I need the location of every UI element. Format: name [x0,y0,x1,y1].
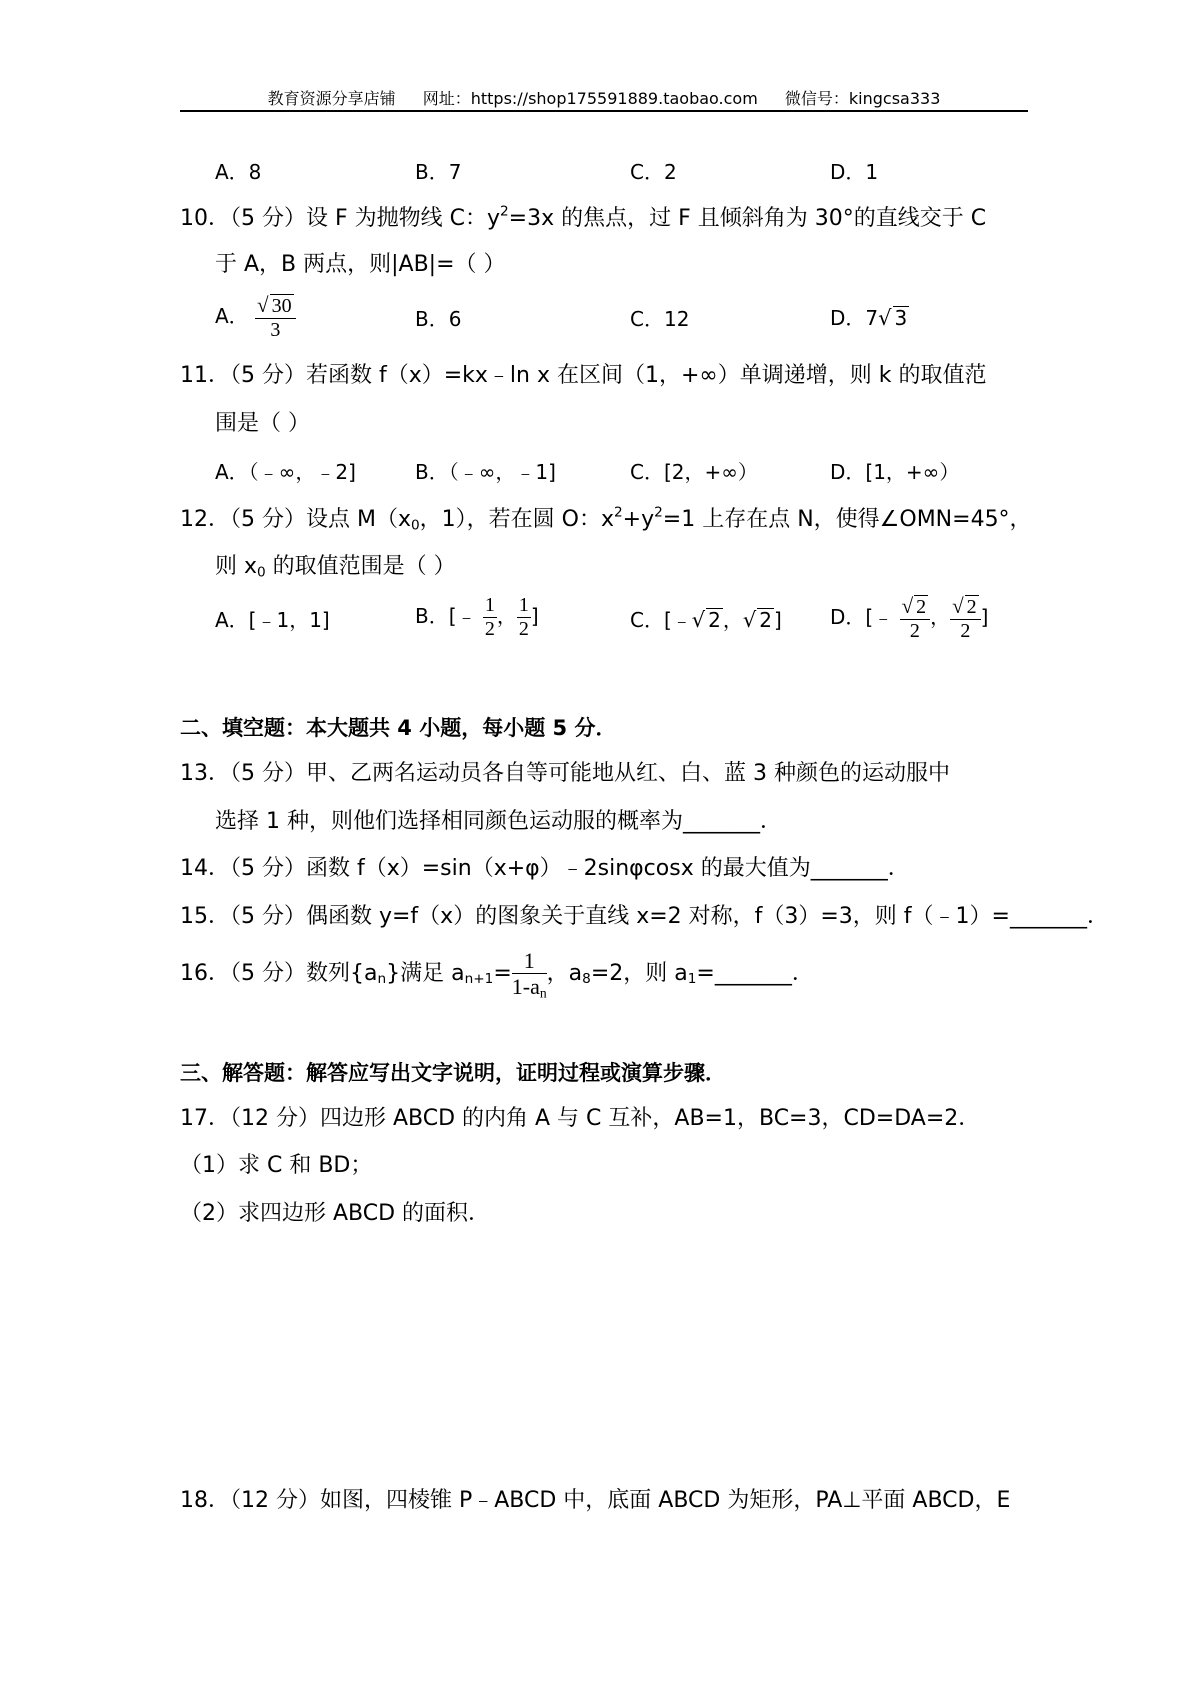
q12-opt-b-label: B．[﹣ [415,604,477,628]
q12-sup-y: 2 [654,504,663,521]
q12-opt-b-frac2 [517,594,531,641]
q16-text-d: ，a [546,960,583,986]
q10-sup: 2 [500,203,509,220]
q10-option-a [215,293,296,342]
q9-option-d: D．1 [830,160,879,184]
q12-text-b: ，1），若在圆 O：x [419,507,614,532]
q12-opt-d-den1: 2 [909,620,920,642]
q12-opt-b-num1: 1 [484,594,495,616]
q12-opt-b-frac1 [483,594,497,641]
q17-part1: （1）求 C 和 BD； [180,1153,373,1178]
q14-line: 14．（5 分）函数 f（x）=sin（x+φ）﹣2sinφcosx 的最大值为_______． [180,856,910,881]
q16-sub8: 8 [582,971,591,988]
q10-option-d: D．7√ 3 [830,306,908,330]
q10-opt-a-radicand: 30 [271,295,292,317]
q10-line1-text: 10．（5 分）设 F 为抛物线 C：y [180,206,500,231]
q16-text-a: 16．（5 分）数列{a [180,960,378,986]
header-wechat: 微信号：kingcsa333 [784,89,941,108]
q16-text-e: =2，则 a [590,960,688,986]
q12-opt-d-rad1: 2 [916,596,927,618]
q12-opt-b-den2: 2 [518,618,529,640]
q9-option-b: B．7 [415,160,462,184]
section2-heading: 二、填空题：本大题共 4 小题，每小题 5 分． [180,716,617,740]
q12-line2-a: 则 x [215,554,258,579]
q12-sup-x: 2 [613,504,623,521]
q10-line1 [180,203,987,231]
q12-text-c: +y [622,507,655,532]
q16-text-f: =_______． [696,960,814,986]
q16-sub1: 1 [687,971,697,988]
q16-frac-num: 1 [512,948,547,974]
q9-option-a: A．8 [215,160,262,184]
q10-option-c: C．12 [630,307,690,331]
q16-sub-n: n [377,971,387,988]
q12-opt-c-label: C．[﹣ [630,608,692,632]
q12-sub0: 0 [410,517,420,534]
q15-line: 15．（5 分）偶函数 y=f（x）的图象关于直线 x=2 对称，f（3）=3，则 f（﹣1）=_______． [180,904,1109,929]
q16-sub-n1: n+1 [464,971,494,988]
q16-frac-den: 1-a [511,974,540,1000]
q12-opt-c-rad2: 2 [759,608,773,632]
q12-text-d: =1 上存在点 N，使得∠OMN=45°， [662,507,1032,532]
q11-option-d: D．[1，+∞） [830,460,960,484]
q11-option-b: B．（﹣∞，﹣1] [415,460,556,484]
q9-option-c: C．2 [630,160,677,184]
q11-line1: 11．（5 分）若函数 f（x）=kx﹣ln x 在区间（1，+∞）单调递增，则 k 的取值范 [180,363,987,388]
section3-heading: 三、解答题：解答应写出文字说明，证明过程或演算步骤． [180,1061,726,1085]
q18-line1: 18．（12 分）如图，四棱锥 P﹣ABCD 中，底面 ABCD 为矩形，PA⊥平面 ABCD，E [180,1488,1011,1513]
q10-line1-tail: =3x 的焦点，过 F 且倾斜角为 30°的直线交于 C [508,206,987,231]
q12-opt-d-den2: 2 [960,620,971,642]
q10-opt-d-label: D．7 [830,306,879,330]
q10-opt-a-denominator: 3 [270,319,281,341]
q13-line1: 13．（5 分）甲、乙两名运动员各自等可能地从红、白、蓝 3 种颜色的运动服中 [180,761,950,786]
q12-line2-sub0: 0 [257,564,266,581]
q12-opt-d-frac2: $\frac{√ 2}{2}$ [950,594,981,643]
q12-option-a: A．[﹣1，1] [215,608,330,632]
q12-option-c: C．[﹣√ 2 ，√ 2 ] [630,608,782,632]
q12-opt-b-num2: 1 [518,594,529,616]
q10-option-b: B．6 [415,307,462,331]
header-shop: 教育资源分享店铺 [267,89,396,108]
q11-option-a: A．（﹣∞，﹣2] [215,460,356,484]
header-divider [180,110,1028,112]
q13-line2: 选择 1 种，则他们选择相同颜色运动服的概率为_______． [215,809,782,834]
q16-line [180,948,814,1000]
header-site[interactable]: 网址：https://shop175591889.taobao.com [422,89,758,108]
q16-text-c: = [493,960,512,986]
q12-opt-b-den1: 2 [484,618,495,640]
q12-opt-d-frac1: $\frac{√ 2}{2}$ [900,594,931,643]
q12-line1 [180,504,1032,534]
q12-text-a: 12．（5 分）设点 M（x [180,507,411,532]
q11-option-c: C．[2，+∞） [630,460,758,484]
q12-option-d: D．[﹣ $\frac{√ 2}{2}$ ， $\frac{√ 2}{2}$ ] [830,594,989,642]
q10-opt-a-label: A． [215,304,249,328]
q10-opt-a-fraction: $\frac{√ 30}{3}$ [255,293,296,342]
page-header [180,86,1028,109]
q16-text-b: }满足 a [386,960,465,986]
q12-option-b: B．[﹣ $\frac{1}{2}$ ， $\frac{1}{2}$ ] [415,594,539,640]
q17-line1: 17．（12 分）四边形 ABCD 的内角 A 与 C 互补，AB=1，BC=3，CD=DA=2． [180,1106,981,1131]
q16-fraction [512,948,547,1000]
q12-line2 [215,554,456,581]
q12-line2-b: 的取值范围是（ ） [265,554,456,579]
q12-opt-d-label: D．[﹣ [830,605,894,629]
q11-line2: 围是（ ） [215,411,310,436]
q16-frac-sub: n [539,985,547,1001]
q10-line2: 于 A，B 两点，则|AB|=（ ） [215,252,506,277]
q12-opt-c-rad1: 2 [708,608,721,632]
q12-opt-d-rad2: 2 [966,596,977,618]
q10-opt-d-radicand: 3 [894,306,908,330]
q17-part2: （2）求四边形 ABCD 的面积． [180,1201,491,1226]
